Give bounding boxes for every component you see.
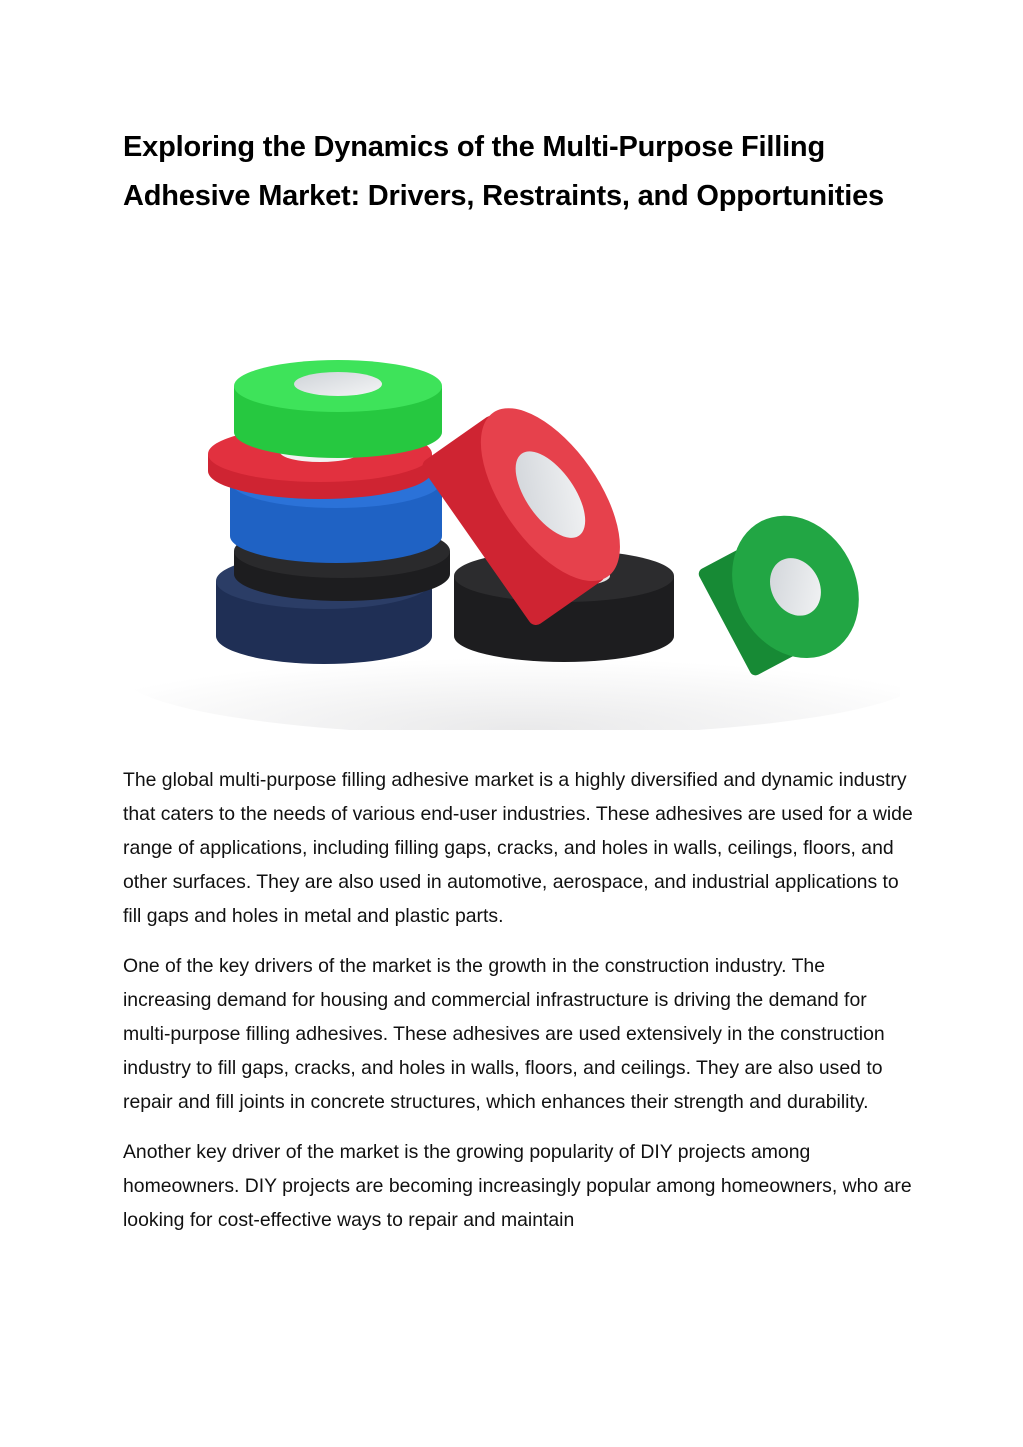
- tape-rolls-image: [124, 336, 900, 730]
- document-title: Exploring the Dynamics of the Multi-Purpose Filling Adhesive Market: Drivers, Restraints, and Opportunities: [123, 131, 884, 212]
- paragraph-construction-driver: One of the key drivers of the market is the growth in the construction industry. The increasing demand for housing and commercial infrastructure is driving the demand for multi-purpose filling adhesives. These adhesives are used extensively in the construction industry to fill gaps, cracks, and holes in walls, floors, and ceilings. They are also used to repair and fill joints in concrete structures, which enhances their strength and durability.: [123, 955, 885, 1113]
- body-text: [123, 763, 913, 1253]
- paragraph-market-overview: The global multi-purpose filling adhesive market is a highly diversified and dynamic industry that caters to the needs of various end-user industries. These adhesives are used for a wide range of applications, including filling gaps, cracks, and holes in walls, ceilings, floors, and other surfaces. They are also used in automotive, aerospace, and industrial applications to fill gaps and holes in metal and plastic parts.: [123, 769, 913, 927]
- tape-rolls-illustration: [124, 336, 900, 730]
- paragraph-diy-driver: Another key driver of the market is the growing popularity of DIY projects among homeowners. DIY projects are becoming increasingly popular among homeowners, who are looking for cost-effective ways to repair and maintain: [123, 1141, 912, 1231]
- green-tape-roll: [234, 360, 442, 458]
